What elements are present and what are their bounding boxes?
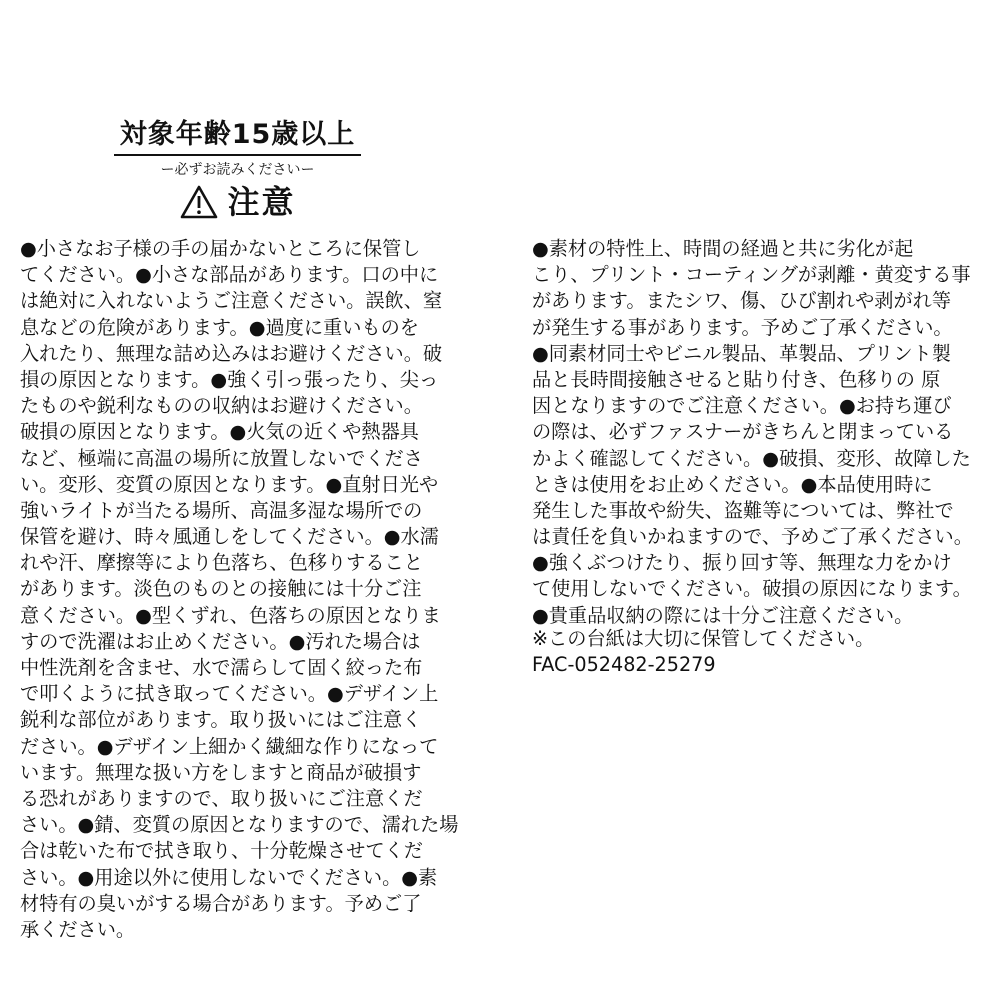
text-line: て使用しないでください。破損の原因になります。	[532, 577, 972, 601]
text-line: など、極端に高温の場所に放置しないでくださ	[20, 446, 423, 470]
text-line: ださい。●デザイン上細かく繊細な作りになって	[20, 734, 439, 758]
text-line: ●強くぶつけたり、振り回す等、無理な力をかけ	[532, 551, 952, 575]
text-line: ●同素材同士やビニル製品、革製品、プリント製	[532, 341, 951, 365]
text-line: が発生する事があります。予めご了承ください。	[532, 315, 953, 339]
text-line: かよく確認してください。●破損、変形、故障した	[532, 446, 971, 470]
keep-card-note: ※この台紙は大切に保管してください。	[532, 627, 875, 650]
text-line: さい。●用途以外に使用しないでください。●素	[20, 865, 438, 889]
text-line: 材特有の臭いがする場合があります。予めご了	[20, 891, 422, 915]
text-line: ●貴重品収納の際には十分ご注意ください。	[532, 603, 914, 627]
text-line: 息などの危険があります。●過度に重いものを	[20, 315, 419, 339]
text-line: 破損の原因となります。●火気の近くや熱器具	[20, 420, 419, 444]
notes-block	[532, 626, 874, 678]
text-line: い。変形、変質の原因となります。●直射日光や	[20, 472, 439, 496]
must-read-subtitle: ー必ずお読みくださいー	[160, 162, 315, 178]
text-line: 品と長時間接触させると貼り付き、色移りの 原	[532, 367, 941, 391]
text-line: ときは使用をお止めください。●本品使用時に	[532, 472, 933, 496]
text-line: る恐れがありますので、取り扱いにご注意くだ	[20, 786, 423, 810]
text-line: たものや鋭利なものの収納はお避けください。	[20, 394, 423, 418]
text-line: 鋭利な部位があります。取り扱いにはご注意く	[20, 708, 422, 732]
text-line: さい。●錆、変質の原因となりますので、濡れた場	[20, 813, 459, 837]
text-line: があります。またシワ、傷、ひび割れや剥がれ等	[532, 289, 952, 313]
text-line: 意ください。●型くずれ、色落ちの原因となりま	[20, 603, 441, 627]
text-line: で叩くように拭き取ってください。●デザイン上	[20, 682, 439, 706]
text-line: 承ください。	[20, 917, 136, 941]
age-rating-title: 対象年齢15歳以上	[114, 118, 362, 156]
text-line: てください。●小さな部品があります。口の中に	[20, 263, 439, 287]
text-line: 合は乾いた布で拭き取り、十分乾燥させてくだ	[20, 839, 423, 863]
caution-text-right-column	[532, 236, 984, 629]
warning-triangle-icon	[179, 184, 219, 220]
text-line: 損の原因となります。●強く引っ張ったり、尖っ	[20, 367, 439, 391]
text-line: れや汗、摩擦等により色落ち、色移りすること	[20, 551, 423, 575]
text-line: 保管を避け、時々風通しをしてください。●水濡	[20, 525, 439, 549]
text-line: ●小さなお子様の手の届かないところに保管し	[20, 237, 421, 260]
text-line: すので洗濯はお止めください。●汚れた場合は	[20, 629, 421, 653]
text-line: の際は、必ずファスナーがきちんと閉まっている	[532, 420, 954, 444]
text-line: は絶対に入れないようご注意ください。誤飲、窒	[20, 289, 443, 313]
text-line: があります。淡色のものとの接触には十分ご注	[20, 577, 422, 601]
text-line: 入れたり、無理な詰め込みはお避けください。破	[20, 341, 443, 365]
text-line: 因となりますのでご注意ください。●お持ち運び	[532, 394, 952, 418]
label-header	[100, 118, 375, 222]
product-code: FAC-052482-25279	[532, 653, 716, 676]
caution-text-left-column	[20, 236, 472, 943]
text-line: 発生した事故や紛失、盗難等については、弊社で	[532, 498, 954, 522]
text-line: 強いライトが当たる場所、高温多湿な場所での	[20, 498, 423, 522]
text-line: は責任を負いかねますので、予めご了承ください。	[532, 525, 973, 549]
text-line: 中性洗剤を含ませ、水で濡らして固く絞った布	[20, 656, 423, 679]
caution-label: 注意	[227, 183, 296, 221]
text-line: います。無理な扱い方をしますと商品が破損す	[20, 760, 422, 784]
caution-heading	[100, 182, 375, 222]
text-line: ●素材の特性上、時間の経過と共に劣化が起	[532, 237, 914, 260]
text-line: こり、プリント・コーティングが剥離・黄変する事	[532, 263, 971, 287]
